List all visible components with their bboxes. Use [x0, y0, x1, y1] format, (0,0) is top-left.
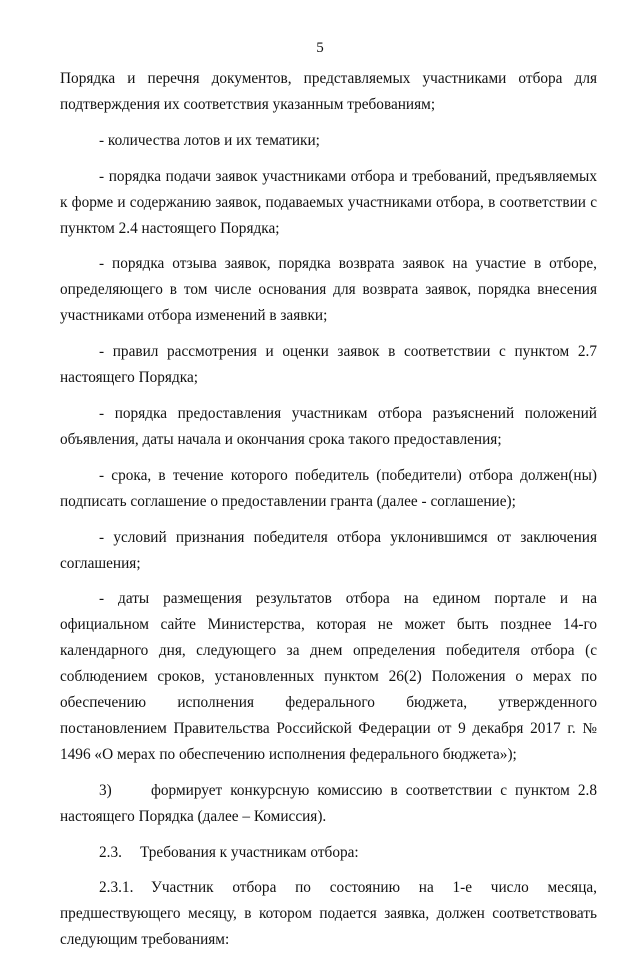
list-item-withdrawal-procedure: - порядка отзыва заявок, порядка возврата заявок на участие в отборе, определяющего в том числе основания для возврата заявок, порядка внесения участниками отбора изменений в заявки; [60, 255, 597, 325]
list-item-clarifications: - порядка предоставления участникам отбора разъяснений положений объявления, даты начала и окончания срока такого предоставления; [60, 404, 597, 448]
page-number: 5 [316, 40, 324, 56]
section-2-3-1 [60, 875, 597, 953]
list-item-review-rules: - правил рассмотрения и оценки заявок в соответствии с пунктом 2.7 настоящего Порядка; [60, 343, 597, 387]
item-3-commission [60, 778, 597, 830]
list-item-submission-procedure: - порядка подачи заявок участниками отбора и требований, предъявляемых к форме и содержанию заявок, подаваемых участниками отбора, в соответствии с пунктом 2.4 настоящего Порядка; [60, 167, 597, 237]
section-text: Участник отбора по состоянию на 1-е число месяца, предшествующего месяцу, в котором подается заявка, должен соответствовать следующим требованиям: [60, 879, 597, 949]
list-item-signing-deadline: - срока, в течение которого победитель (победители) отбора должен(ны) подписать соглашение о предоставлении гранта (далее - соглашение); [60, 466, 597, 510]
paragraph-1: Порядка и перечня документов, представляемых участниками отбора для подтверждения их соответствия указанным требованиям; [60, 70, 597, 113]
section-title: Требования к участникам отбора: [140, 843, 359, 861]
section-number: 2.3.1. [99, 879, 134, 897]
list-item-lots: - количества лотов и их тематики; [99, 131, 320, 149]
document-body [60, 66, 597, 953]
item-number: 3) [99, 781, 112, 799]
list-item-results-publication: - даты размещения результатов отбора на едином портале и на официальном сайте Министерства, которая не может быть позднее 14-го календарного дня, следующего за днем определения победителя отбора (с соблюдением сроков, установленных пунктом 26(2) Положения о мерах по обеспечению исполнения федерального бюджета, утвержденного постановлением Правительства Российской Федерации от 9 декабря 2017 г. № 1496 «О мерах по обеспечению исполнения федерального бюджета»); [60, 590, 597, 763]
list-item-evasion-conditions: - условий признания победителя отбора уклонившимся от заключения соглашения; [60, 528, 597, 572]
item-text: формирует конкурсную комиссию в соответствии с пунктом 2.8 настоящего Порядка (далее – Комиссия). [60, 781, 597, 825]
section-number: 2.3. [99, 843, 122, 861]
section-2-3-heading [60, 840, 597, 866]
